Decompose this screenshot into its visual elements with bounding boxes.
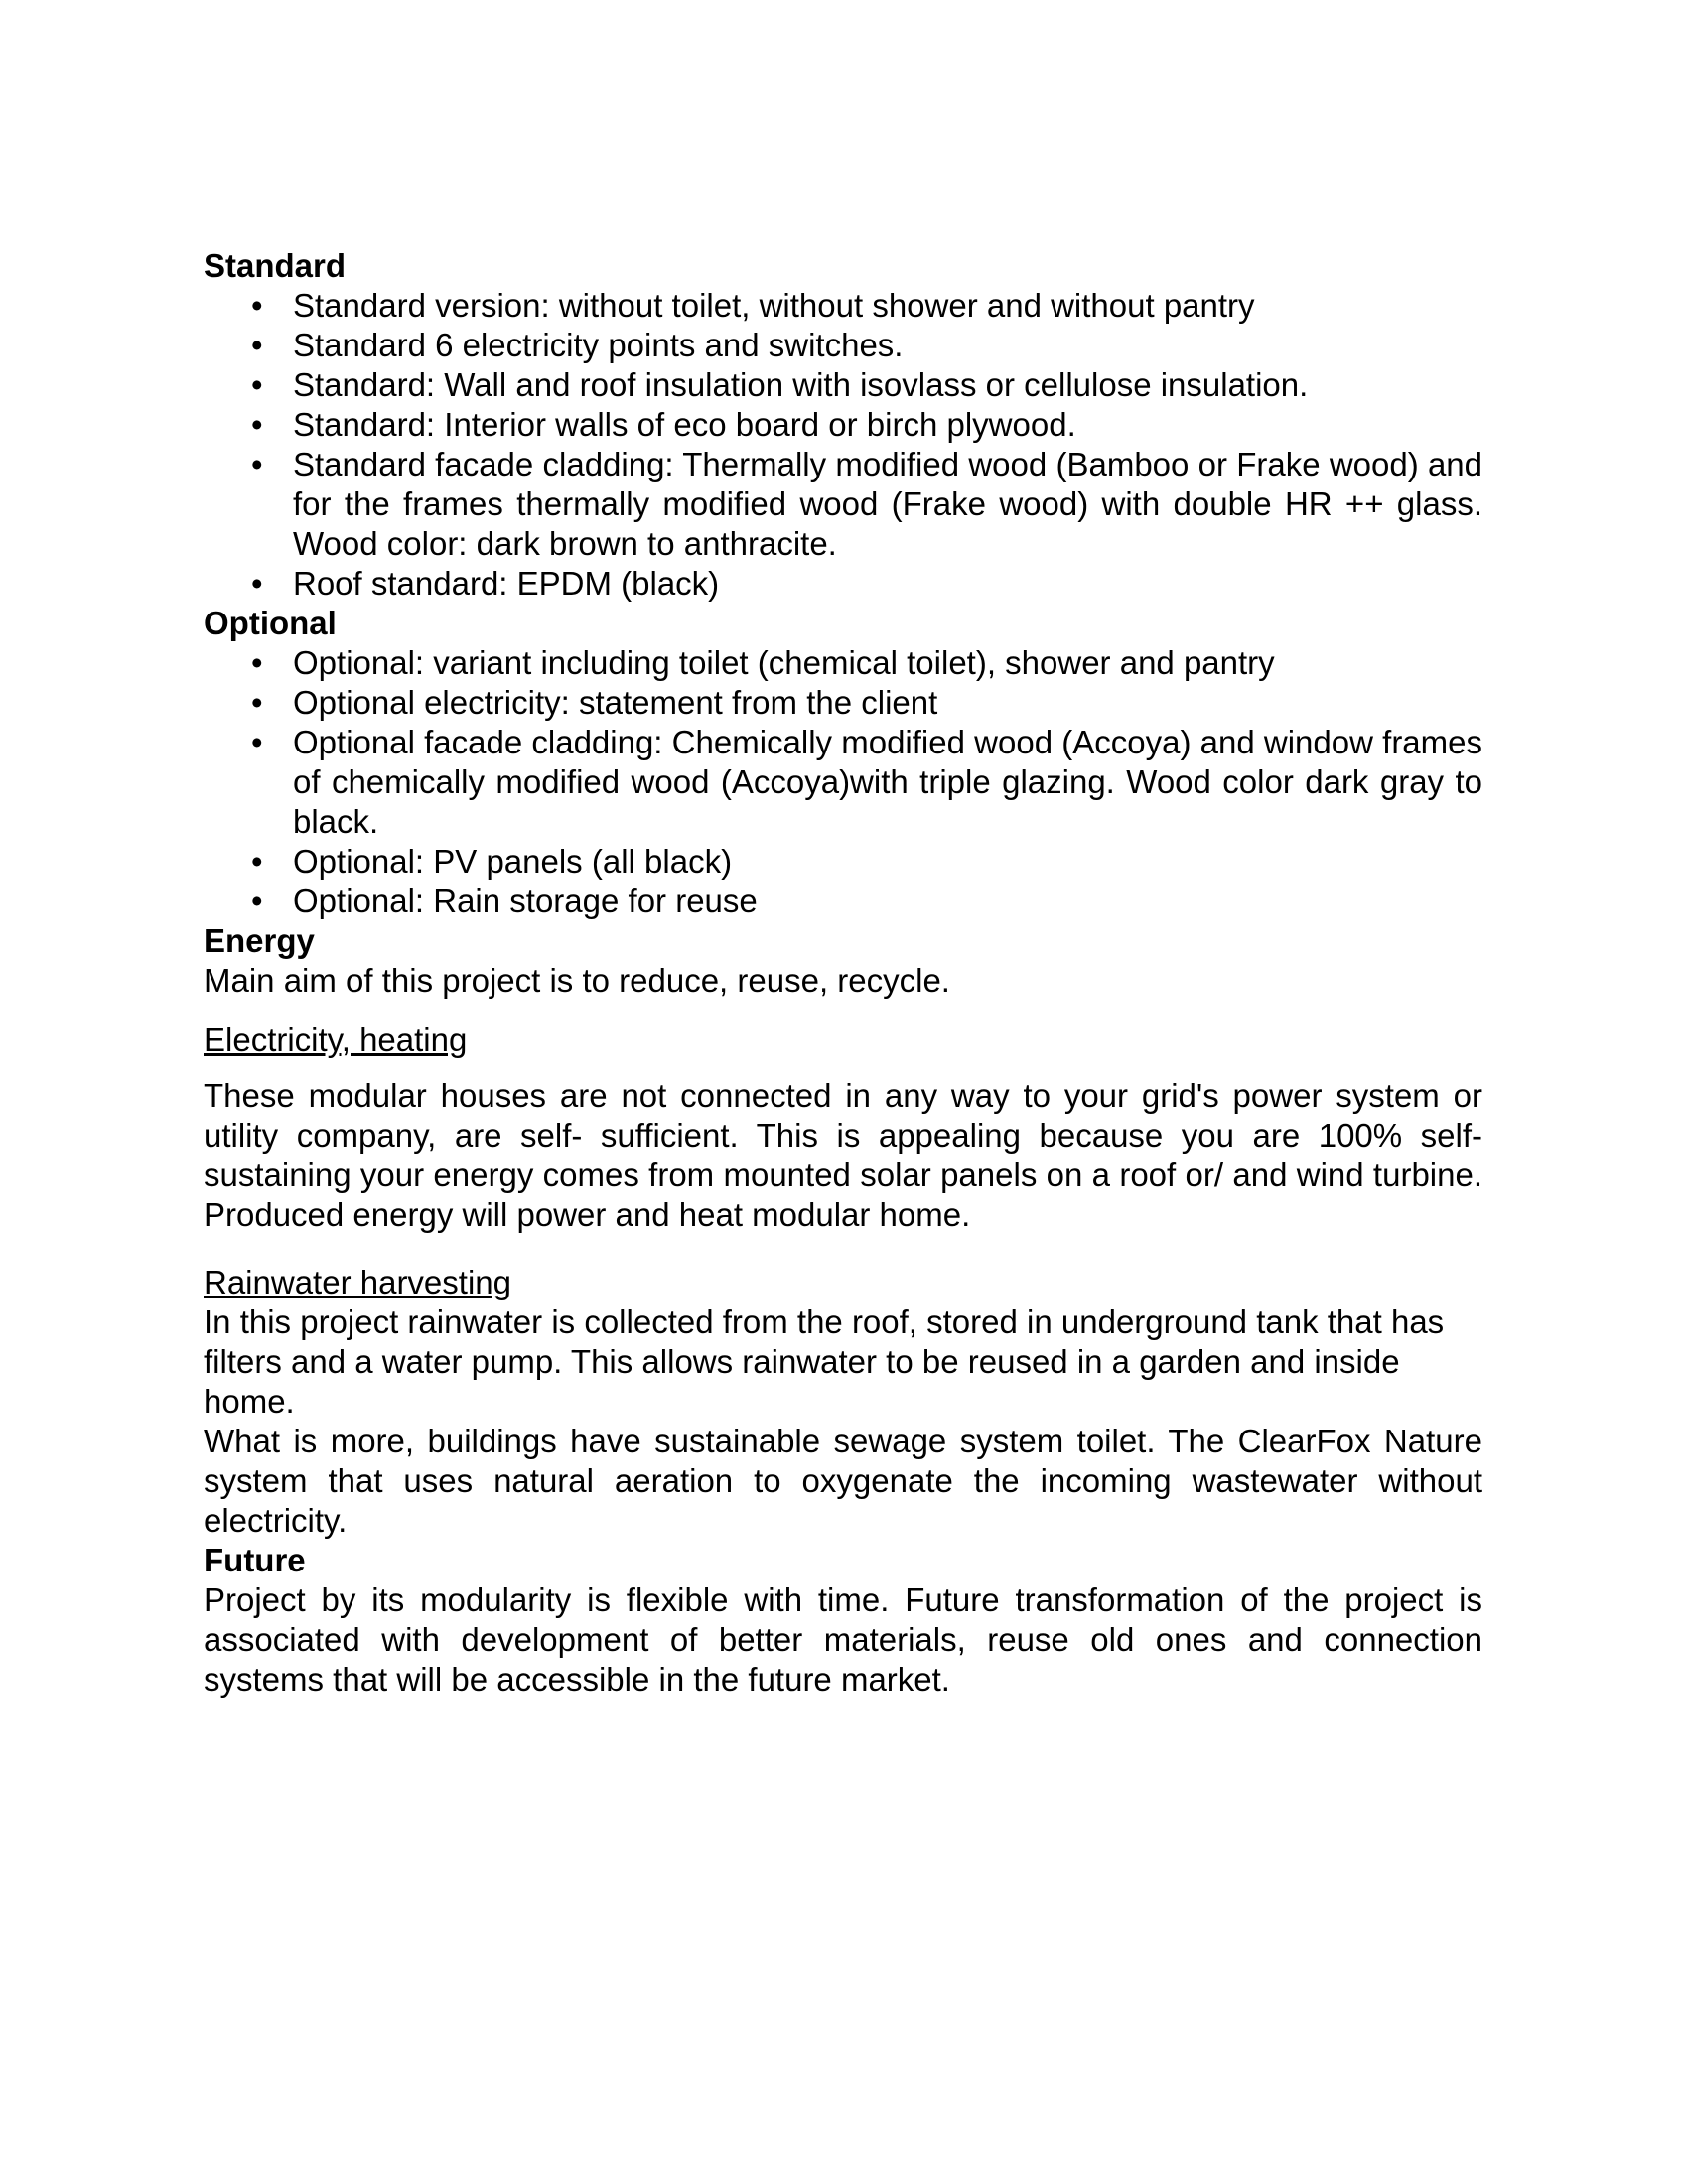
standard-bullet-list (204, 286, 1482, 604)
section-heading-standard: Standard (204, 247, 347, 284)
optional-bullet-list (204, 643, 1482, 921)
subheading-rainwater-harvesting: Rainwater harvesting (204, 1264, 511, 1300)
list-item: • Roof standard: EPDM (black) (204, 564, 1482, 604)
list-item: • Optional: Rain storage for reuse (204, 882, 1482, 921)
list-item: • Standard 6 electricity points and switches. (204, 326, 1482, 365)
list-item: • Optional: PV panels (all black) (204, 842, 1482, 882)
list-item: • Standard: Interior walls of eco board or birch plywood. (204, 405, 1482, 445)
list-item: • Standard facade cladding: Thermally modified wood (Bamboo or Frake wood) and for the frames thermally modified wood (Frake wood) with double HR ++ glass. Wood color: dark brown to anthracite. (204, 445, 1482, 564)
subheading-electricity-heating: Electricity, heating (204, 1022, 468, 1058)
section-heading-future: Future (204, 1542, 306, 1578)
section-heading-optional: Optional (204, 605, 337, 641)
rainwater-paragraph-2: What is more, buildings have sustainable sewage system toilet. The ClearFox Nature system that uses natural aeration to oxygenate the incoming wastewater without electricity. (204, 1423, 1482, 1539)
energy-intro-text: Main aim of this project is to reduce, reuse, recycle. (204, 962, 950, 999)
list-item: • Optional electricity: statement from the client (204, 683, 1482, 723)
list-item: • Standard version: without toilet, without shower and without pantry (204, 286, 1482, 326)
list-item: • Optional: variant including toilet (chemical toilet), shower and pantry (204, 643, 1482, 683)
list-item: • Optional facade cladding: Chemically modified wood (Accoya) and window frames of chemically modified wood (Accoya)with triple glazing. Wood color dark gray to black. (204, 723, 1482, 842)
future-paragraph: Project by its modularity is flexible with time. Future transformation of the project is associated with development of better materials, reuse old ones and connection systems that will be accessible in the future market. (204, 1581, 1482, 1698)
rainwater-paragraph-1: In this project rainwater is collected from the roof, stored in underground tank that has filters and a water pump. This allows rainwater to be reused in a garden and inside home. (204, 1303, 1445, 1420)
section-heading-energy: Energy (204, 922, 315, 959)
electricity-paragraph: These modular houses are not connected in any way to your grid's power system or utility company, are self- sufficient. This is appealing because you are 100% self-sustaining your energy comes from mounted solar panels on a roof or/ and wind turbine. Produced energy will power and heat modular home. (204, 1077, 1482, 1233)
list-item: • Standard: Wall and roof insulation with isovlass or cellulose insulation. (204, 365, 1482, 405)
document-content (204, 246, 1482, 1700)
